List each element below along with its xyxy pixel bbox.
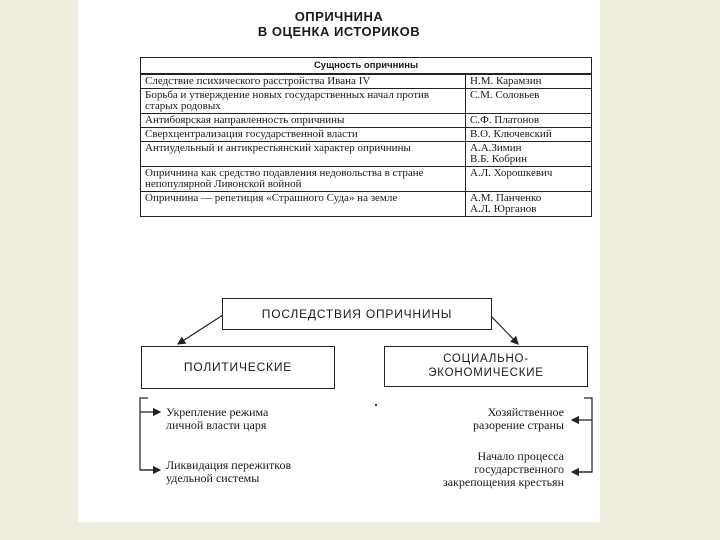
item-line: удельной системы	[166, 471, 260, 485]
consequences-box: ПОСЛЕДСТВИЯ ОПРИЧНИНЫ	[222, 298, 492, 330]
row-author: Н.М. Карамзин	[466, 74, 592, 89]
socioeconomic-title-line-1: СОЦИАЛЬНО-	[443, 353, 529, 365]
item-line: Ликвидация пережитков	[166, 458, 292, 472]
table-header: Сущность опричнины	[141, 58, 592, 75]
row-description: Антиудельный и антикрестьянский характер опричнины	[141, 142, 466, 167]
title-line-2: В ОЦЕНКА ИСТОРИКОВ	[257, 24, 421, 39]
political-item-2	[166, 459, 291, 485]
arrow-to-political	[178, 315, 223, 344]
socioeconomic-box	[384, 346, 588, 387]
item-line: закрепощения крестьян	[442, 475, 564, 489]
row-author: С.Ф. Платонов	[466, 114, 592, 128]
item-line: Хозяйственное	[487, 405, 564, 419]
socioeconomic-item-2	[443, 450, 564, 489]
row-description: Следствие психического расстройства Ивана IV	[141, 74, 466, 89]
socioeconomic-title-line-2: ЭКОНОМИЧЕСКИЕ	[428, 367, 544, 379]
document-page	[78, 0, 600, 522]
diagram-connectors	[78, 0, 600, 522]
row-description: Борьба и утверждение новых государственных начал против старых родовых	[141, 89, 466, 114]
row-description: Опричнина как средство подавления недовольства в стране непопулярной Ливонской войной	[141, 167, 466, 192]
author-line: А.М. Панченко	[470, 192, 542, 204]
item-line: разорение страны	[472, 418, 564, 432]
stray-dot	[375, 404, 377, 406]
arrow-to-socioeconomic	[490, 315, 518, 344]
row-author: А.Л. Хорошкевич	[466, 167, 592, 192]
row-author: В.О. Ключевский	[466, 128, 592, 142]
author-line: А.А.Зимин	[470, 142, 522, 154]
item-line: Укрепление режима	[166, 405, 269, 419]
socioeconomic-item-1	[473, 406, 564, 432]
item-line: Начало процесса	[477, 449, 564, 463]
row-author: С.М. Соловьев	[466, 89, 592, 114]
right-bracket	[576, 398, 592, 472]
row-description: Опричнина — репетиция «Страшного Суда» на земле	[141, 192, 466, 217]
political-box: ПОЛИТИЧЕСКИЕ	[141, 346, 335, 389]
author-line: А.Л. Юрганов	[470, 203, 537, 215]
item-line: личной власти царя	[166, 418, 267, 432]
row-description: Сверхцентрализация государственной власти	[141, 128, 466, 142]
item-line: государственного	[474, 462, 564, 476]
row-description: Антибоярская направленность опричнины	[141, 114, 466, 128]
title-line-1: ОПРИЧНИНА	[294, 9, 384, 24]
political-item-1	[166, 406, 268, 432]
left-bracket	[140, 398, 158, 470]
author-line: В.Б. Кобрин	[470, 153, 528, 165]
